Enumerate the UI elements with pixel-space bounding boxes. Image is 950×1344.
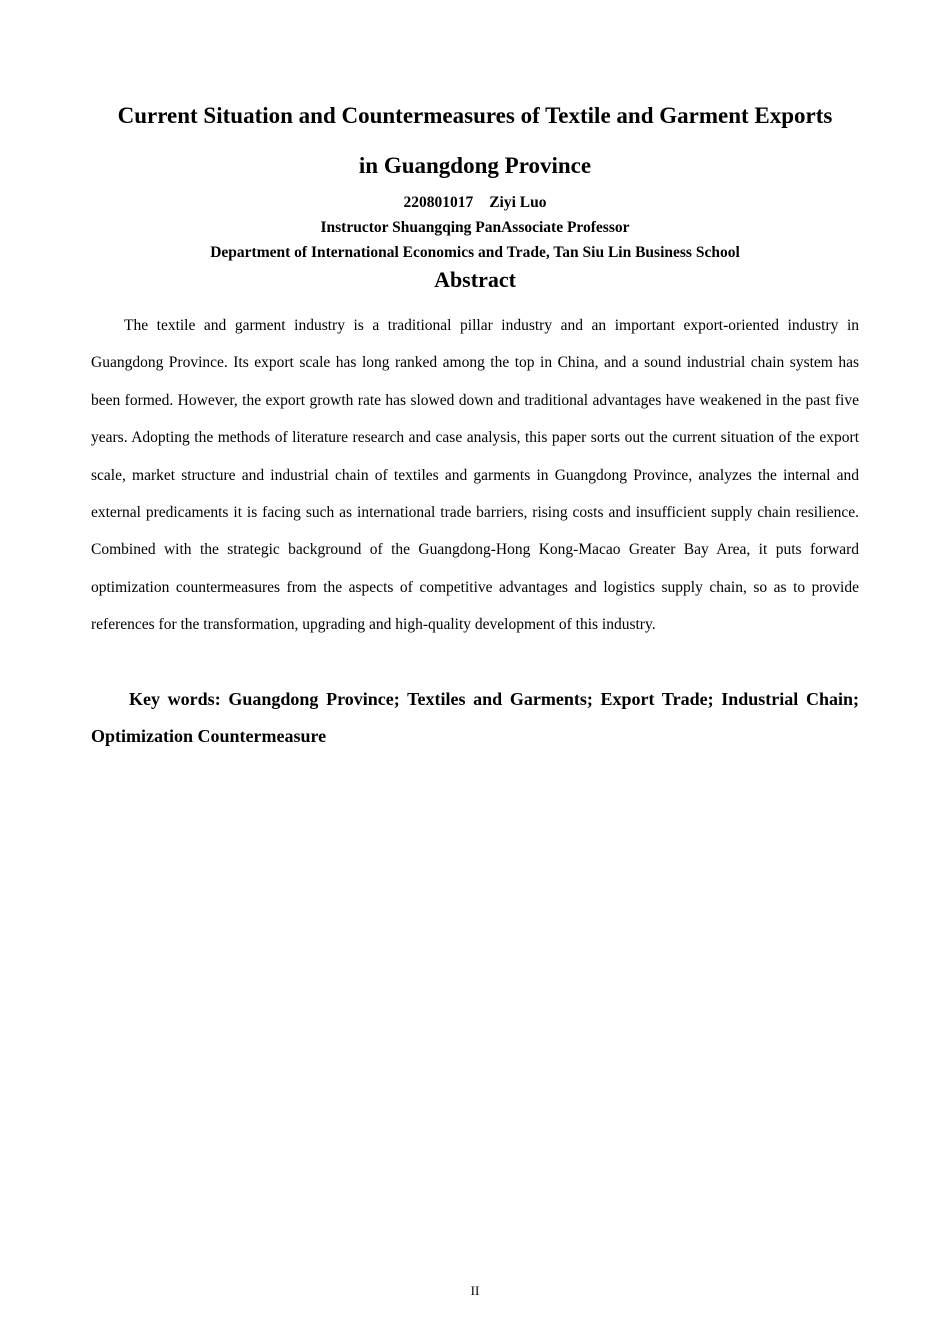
student-id: 220801017: [403, 194, 474, 211]
author-line: [60, 193, 890, 213]
department-line: Department of International Economics and Trade, Tan Siu Lin Business School: [210, 244, 740, 261]
author-name: Ziyi Luo: [489, 194, 547, 211]
paper-title-line-1: Current Situation and Countermeasures of Textile and Garment Exports: [117, 103, 833, 128]
paper-title-line-2: in Guangdong Province: [358, 153, 592, 178]
abstract-text: The textile and garment industry is a traditional pillar industry and an important export-oriented industry in Guangdong Province. Its export scale has long ranked among the top in China, and a sound industrial chain system has been formed. However, the export growth rate has slowed down and traditional advantages have weakened in the past five years. Adopting the methods of literature research and case analysis, this paper sorts out the current situation of the export scale, market structure and industrial chain of textiles and garments in Guangdong Province, analyzes the internal and external predicaments it is facing such as international trade barriers, rising costs and insufficient supply chain resilience. Combined with the strategic background of the Guangdong-Hong Kong-Macao Greater Bay Area, it puts forward optimization countermeasures from the aspects of competitive advantages and logistics supply chain, so as to provide references for the transformation, upgrading and high-quality development of this industry.: [91, 317, 859, 634]
keywords-line: Key words: Guangdong Province; Textiles and Garments; Export Trade; Industrial Chain; Optimization Countermeasure: [91, 689, 859, 747]
instructor-line: Instructor Shuangqing PanAssociate Professor: [320, 219, 630, 236]
abstract-heading: Abstract: [434, 267, 516, 292]
page-number: II: [470, 1283, 480, 1298]
